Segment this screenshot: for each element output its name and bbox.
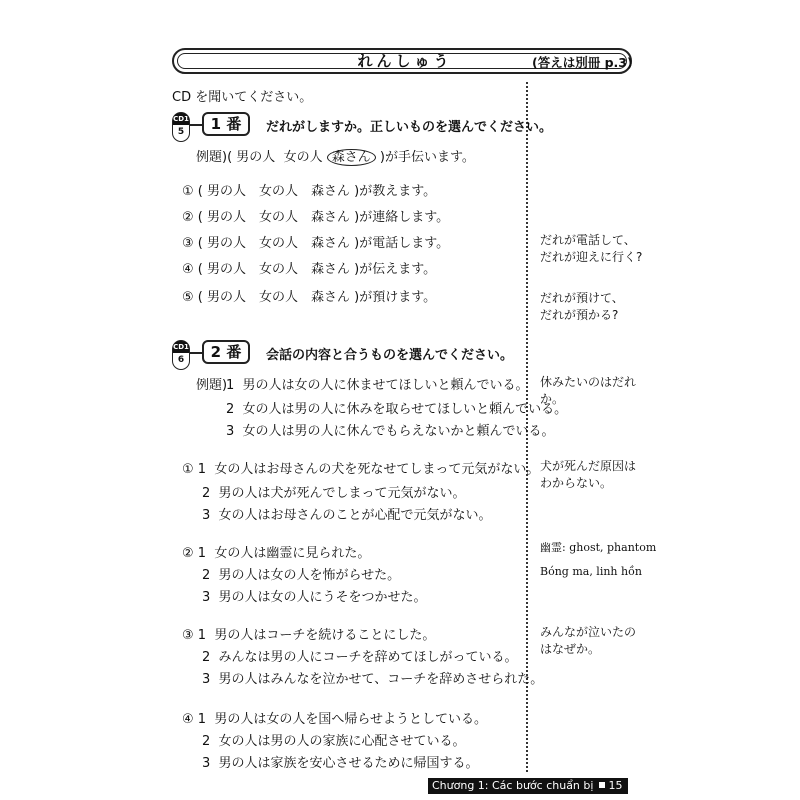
question-line: ② 1 女の人は幽霊に見られた。 xyxy=(182,546,371,561)
answer-reference: (答えは別冊 p.3) xyxy=(532,55,633,70)
question-item: ⑤ ( 男の人 女の人 森さん )が預けます。 xyxy=(182,290,437,305)
side-note: だれが預けて、 だれが預かる? xyxy=(540,291,624,322)
question-line: ① 1 女の人はお母さんの犬を死なせてしまって元気がない。 xyxy=(182,462,540,477)
footer xyxy=(432,778,622,794)
question-line: 3 男の人はみんなを泣かせて、コーチを辞めさせられた。 xyxy=(202,672,544,687)
question-line: 3 男の人は女の人にうそをつかせた。 xyxy=(202,590,427,605)
example-line: 3 女の人は男の人に休んでもらえないかと頼んでいる。 xyxy=(226,424,555,439)
question-line: 2 みんなは男の人にコーチを辞めてほしがっている。 xyxy=(202,650,518,665)
page-title: れんしゅう xyxy=(357,52,453,70)
side-note: 休みたいのはだれ か。 xyxy=(540,375,637,406)
question-item: ③ ( 男の人 女の人 森さん )が電話します。 xyxy=(182,236,450,251)
chapter-label: Chương 1: Các bước chuẩn bị xyxy=(432,779,594,792)
section-instruction: 会話の内容と合うものを選んでください。 xyxy=(266,348,514,363)
example-line: 2 女の人は男の人に休みを取らせてほしいと頼んでいる。 xyxy=(226,402,568,417)
square-bullet-icon xyxy=(599,782,605,788)
question-line: ③ 1 男の人はコーチを続けることにした。 xyxy=(182,628,436,643)
badge-connector xyxy=(190,124,202,126)
example-label: 例題) xyxy=(196,378,228,393)
vocab-note: 幽霊: ghost, phantom Bóng ma, linh hồn xyxy=(540,541,657,578)
side-note: みんなが泣いたの はなぜか。 xyxy=(540,625,637,656)
page-number: 15 xyxy=(608,779,623,792)
circled-answer: 森さん xyxy=(327,149,376,166)
example-line: 例題)( 男の人 女の人 森さん )が手伝います。 xyxy=(196,150,475,165)
cd-track-icon: CD1 5 xyxy=(172,112,190,142)
question-line: 3 男の人は家族を安心させるために帰国する。 xyxy=(202,756,479,771)
question-item: ② ( 男の人 女の人 森さん )が連絡します。 xyxy=(182,210,450,225)
question-line: 2 男の人は犬が死んでしまって元気がない。 xyxy=(202,486,466,501)
badge-connector xyxy=(190,352,202,354)
question-line: 2 女の人は男の人の家族に心配させている。 xyxy=(202,734,466,749)
example-line: 1 男の人は女の人に休ませてほしいと頼んでいる。 xyxy=(226,378,529,393)
section-number: 1 番 xyxy=(202,112,250,136)
question-item: ① ( 男の人 女の人 森さん )が教えます。 xyxy=(182,184,437,199)
question-line: 2 男の人は女の人を怖がらせた。 xyxy=(202,568,401,583)
question-line: ④ 1 男の人は女の人を国へ帰らせようとしている。 xyxy=(182,712,487,727)
question-item: ④ ( 男の人 女の人 森さん )が伝えます。 xyxy=(182,262,437,277)
side-note: 犬が死んだ原因は わからない。 xyxy=(540,459,637,490)
question-line: 3 女の人はお母さんのことが心配で元気がない。 xyxy=(202,508,492,523)
side-note: だれが電話して、 だれが迎えに行く? xyxy=(540,233,643,264)
section-number: 2 番 xyxy=(202,340,250,364)
cd-track-icon: CD1 6 xyxy=(172,340,190,370)
section-instruction: だれがしますか。正しいものを選んでください。 xyxy=(266,120,553,135)
intro-instruction: CD を聞いてください。 xyxy=(172,90,313,105)
